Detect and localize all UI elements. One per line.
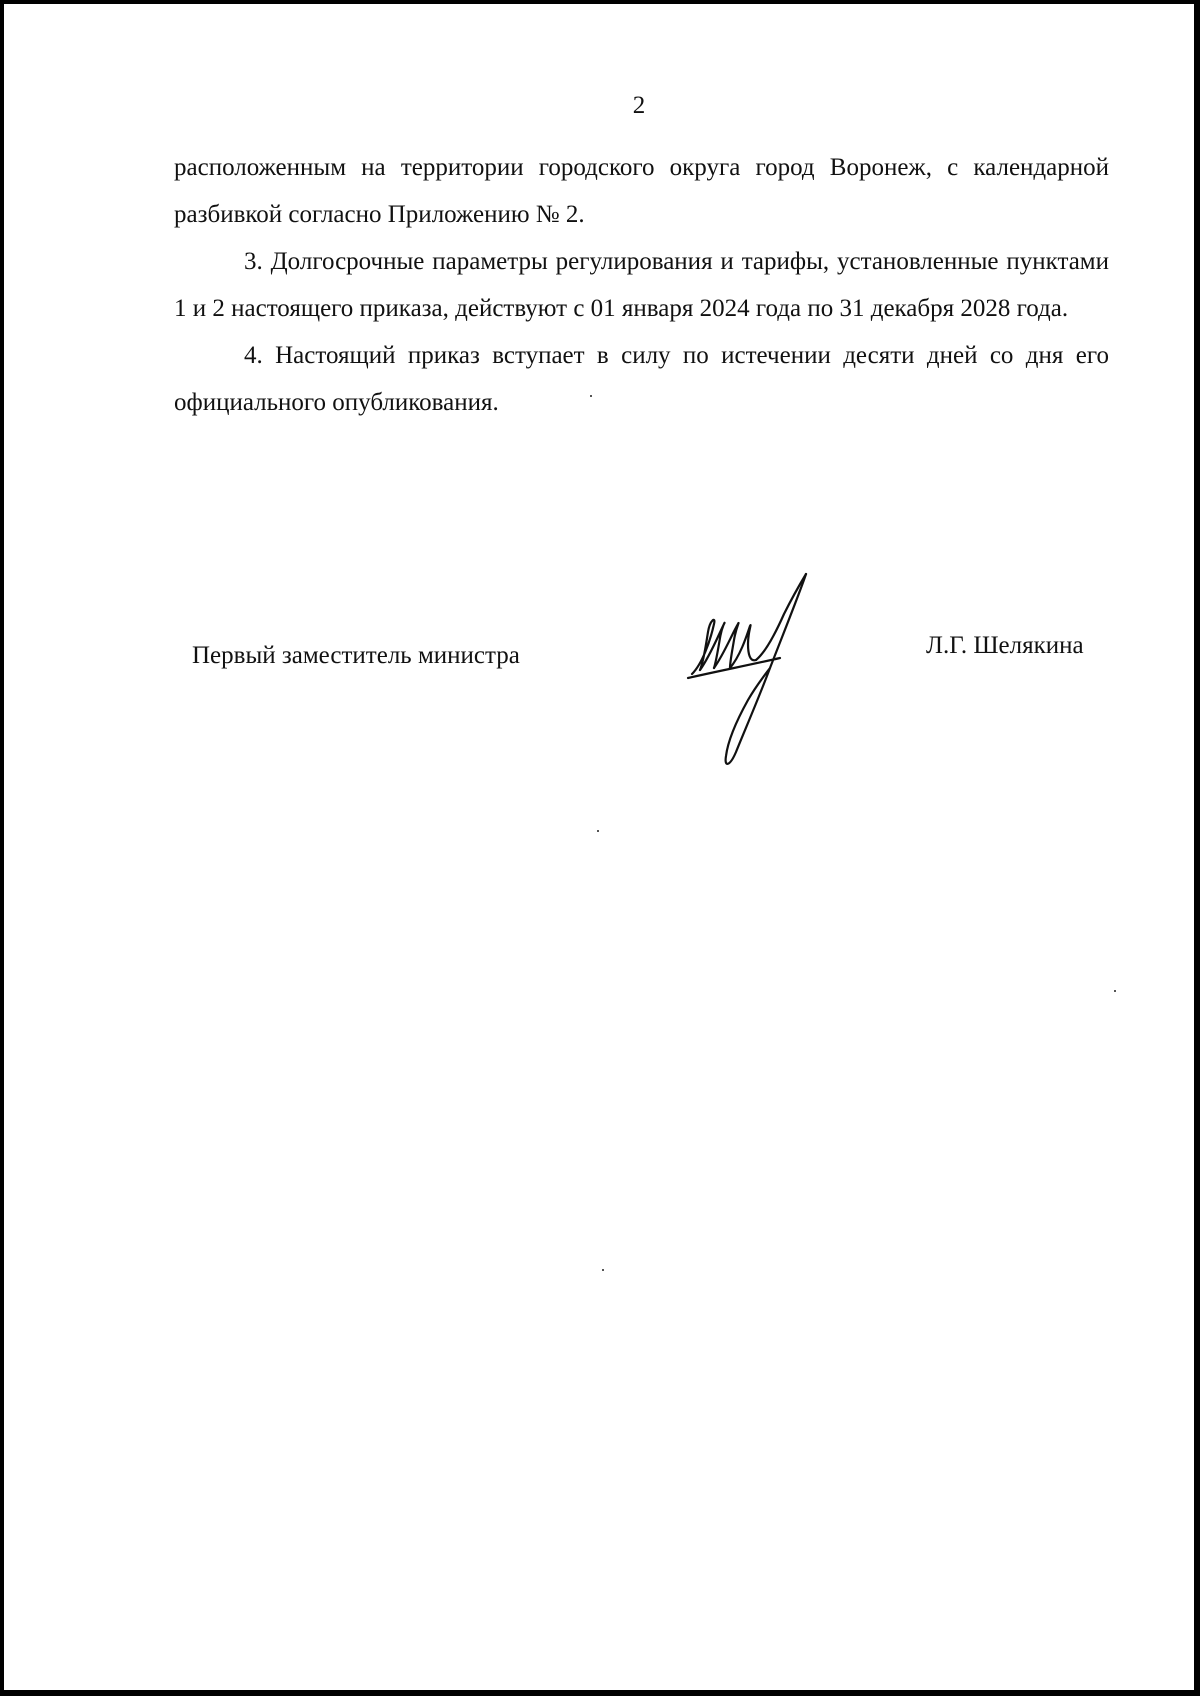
scan-speck (590, 395, 592, 397)
signature-icon (684, 572, 834, 767)
signatory-name: Л.Г. Шелякина (926, 632, 1084, 659)
paragraph-3: 3. Долгосрочные параметры регулирования и тарифы, установленные пунктами 1 и 2 настоящего приказа, действуют с 01 января 2024 года по 31 декабря 2028 года. (174, 248, 1109, 322)
signatory-title: Первый заместитель министра (192, 642, 520, 669)
paragraph-continuation: расположенным на территории городского округа город Воронеж, с календарной разбивкой согласно Приложению № 2. (174, 154, 1109, 228)
scan-speck (597, 830, 599, 832)
scan-speck (602, 1269, 604, 1271)
paragraph-4: 4. Настоящий приказ вступает в силу по истечении десяти дней со дня его официального опубликования. (174, 342, 1109, 416)
scan-speck (1114, 990, 1116, 992)
document-body (174, 144, 1109, 426)
page-number: 2 (632, 92, 646, 119)
